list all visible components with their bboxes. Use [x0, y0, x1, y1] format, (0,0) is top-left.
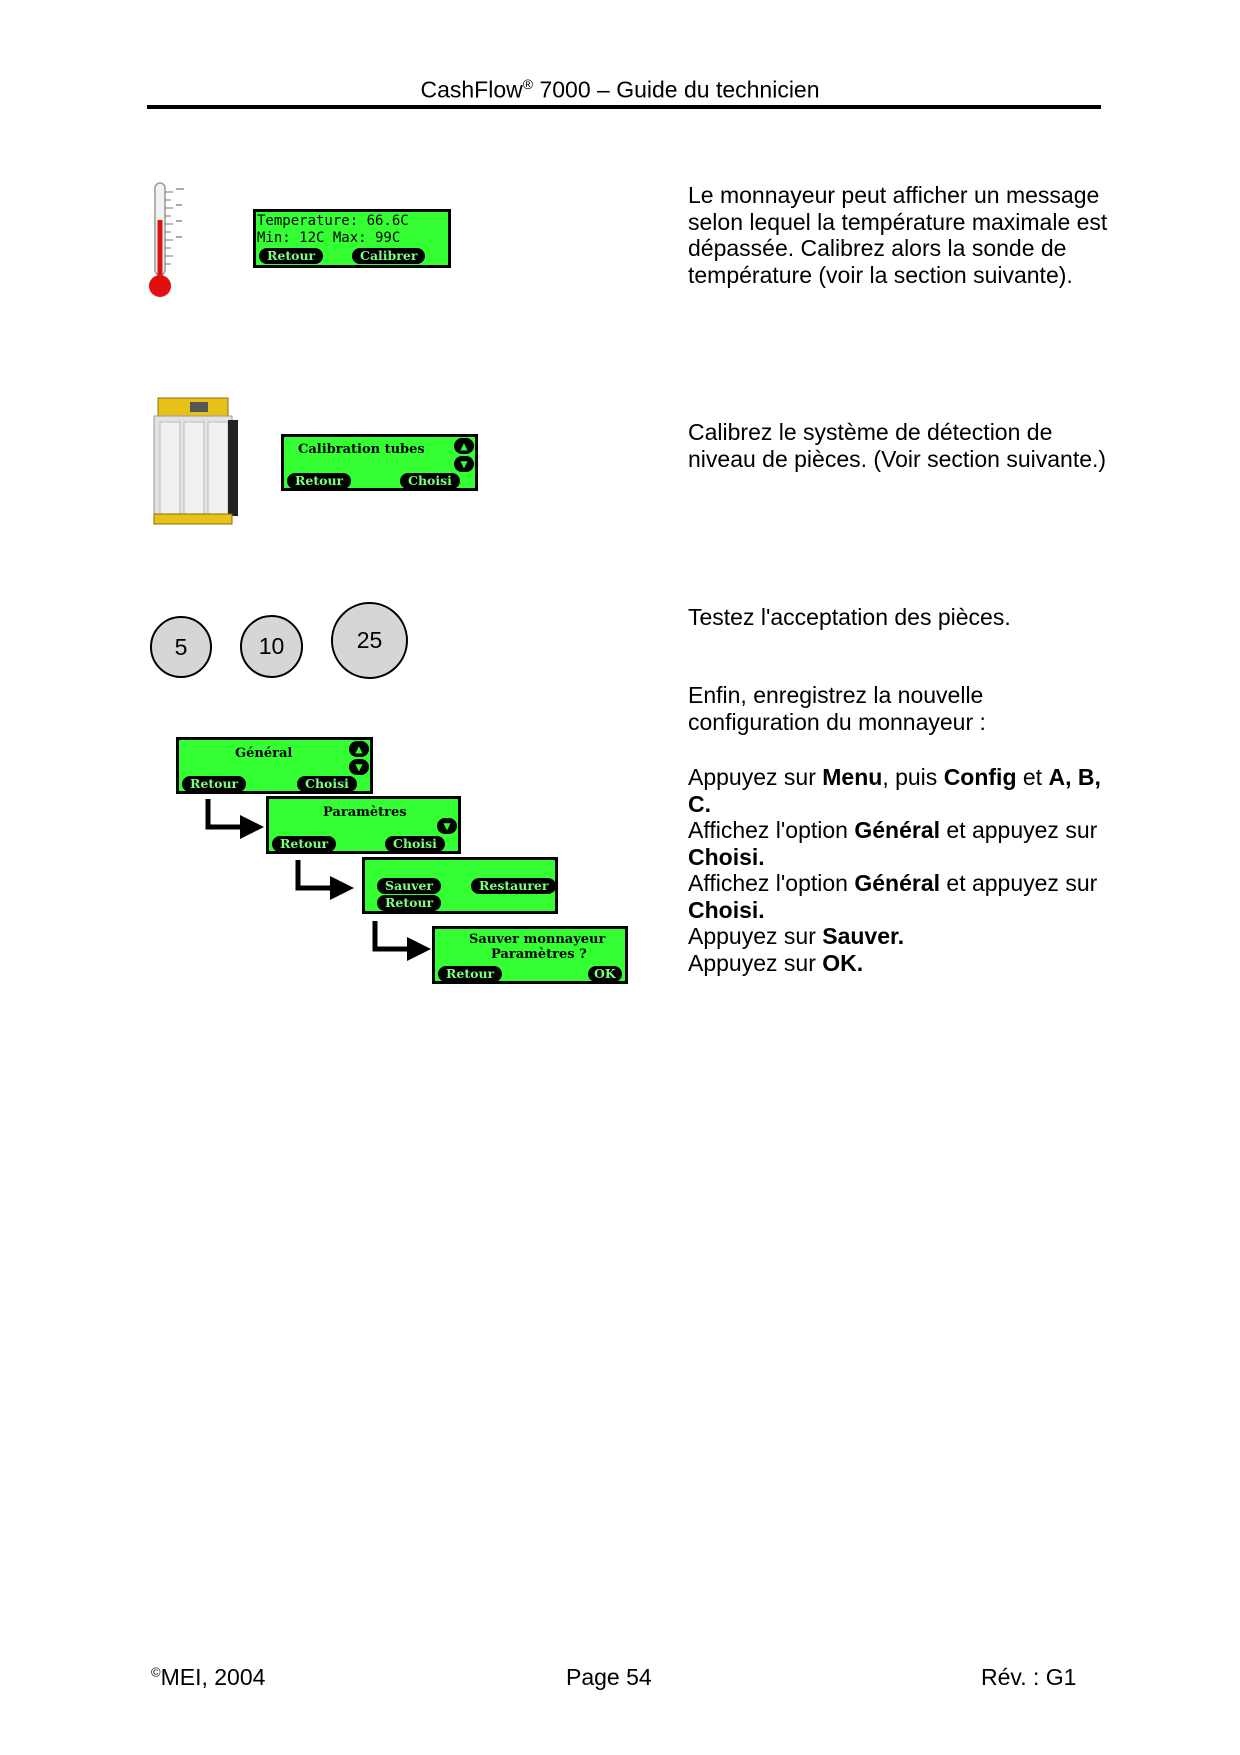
lcd-retour-button: Retour	[287, 473, 351, 489]
lcd-retour-button: Retour	[272, 836, 336, 852]
temperature-lcd-screen	[253, 209, 451, 268]
lcd-temperature-line: Temperature: 66.6C	[257, 213, 409, 229]
lcd-calibrer-button: Calibrer	[352, 248, 425, 264]
footer-revision: Rév. : G1	[981, 1664, 1077, 1690]
temperature-paragraph: Le monnayeur peut afficher un message selon lequel la température maximale est dépassée. Calibrez alors la sonde de température (voir la section suivante).	[688, 182, 1108, 288]
lcd-down-arrow-icon: ▼	[454, 456, 474, 472]
calibration-tubes-lcd-screen	[281, 434, 478, 491]
header-title-rest: 7000 – Guide du technicien	[533, 76, 820, 103]
coin-5: 5	[150, 616, 212, 678]
lcd-min-max-line: Min: 12C Max: 99C	[257, 230, 401, 246]
arrow-step-3-icon	[371, 919, 435, 967]
step-4: Appuyez sur Sauver.	[688, 923, 905, 949]
lcd-up-arrow-icon: ▲	[454, 438, 474, 454]
parametres-lcd-screen	[266, 796, 461, 854]
step-3: Affichez l'option Général et appuyez sur Choisi.	[688, 870, 1098, 923]
lcd-down-arrow-icon: ▼	[349, 759, 369, 775]
lcd-parametres-question-line: Paramètres ?	[491, 947, 587, 962]
lcd-retour-button: Retour	[438, 966, 502, 982]
footer-page-number: Page 54	[566, 1664, 652, 1690]
sauver-monnayeur-lcd-screen	[432, 926, 628, 984]
lcd-choisi-button: Choisi	[385, 836, 445, 852]
save-intro-paragraph: Enfin, enregistrez la nouvelle configuration du monnayeur :	[688, 682, 986, 735]
lcd-retour-button: Retour	[182, 776, 246, 792]
copyright-symbol: ©	[151, 1664, 161, 1680]
coin-tube-cassette-icon	[150, 396, 246, 528]
lcd-retour-button: Retour	[377, 895, 441, 911]
header-brand: CashFlow	[420, 76, 523, 103]
lcd-sauver-monnayeur-line: Sauver monnayeur	[469, 932, 606, 947]
header-rule	[147, 105, 1101, 109]
general-lcd-screen	[176, 737, 373, 794]
thermometer-icon	[146, 180, 204, 300]
lcd-sauver-button: Sauver	[377, 878, 441, 894]
coin-25: 25	[331, 602, 408, 679]
step-5: Appuyez sur OK.	[688, 949, 864, 976]
lcd-general-title: Général	[235, 746, 293, 761]
coin-10: 10	[240, 615, 303, 678]
save-steps	[688, 764, 1108, 976]
lcd-choisi-button: Choisi	[400, 473, 460, 489]
step-1: Appuyez sur Menu, puis Config et A, B, C.	[688, 764, 1101, 817]
arrow-step-2-icon	[294, 858, 358, 906]
calibration-paragraph: Calibrez le système de détection de niveau de pièces. (Voir section suivante.)	[688, 419, 1107, 472]
footer-copyright: ©MEI, 2004	[151, 1664, 266, 1690]
registered-mark: ®	[522, 76, 534, 92]
arrow-step-1-icon	[204, 797, 268, 845]
lcd-choisi-button: Choisi	[297, 776, 357, 792]
lcd-retour-button: Retour	[259, 248, 323, 264]
step-2: Affichez l'option Général et appuyez sur Choisi.	[688, 817, 1098, 870]
coin-test-paragraph: Testez l'acceptation des pièces.	[688, 604, 1011, 630]
lcd-restaurer-button: Restaurer	[471, 878, 556, 894]
lcd-down-arrow-icon: ▼	[437, 818, 457, 834]
lcd-up-arrow-icon: ▲	[349, 741, 369, 757]
page-header-title	[0, 76, 1240, 104]
lcd-calibration-tubes-title: Calibration tubes	[298, 442, 425, 457]
sauver-restaurer-lcd-screen	[362, 857, 558, 914]
lcd-parametres-title: Paramètres	[323, 805, 407, 820]
lcd-ok-button: OK	[588, 966, 622, 982]
